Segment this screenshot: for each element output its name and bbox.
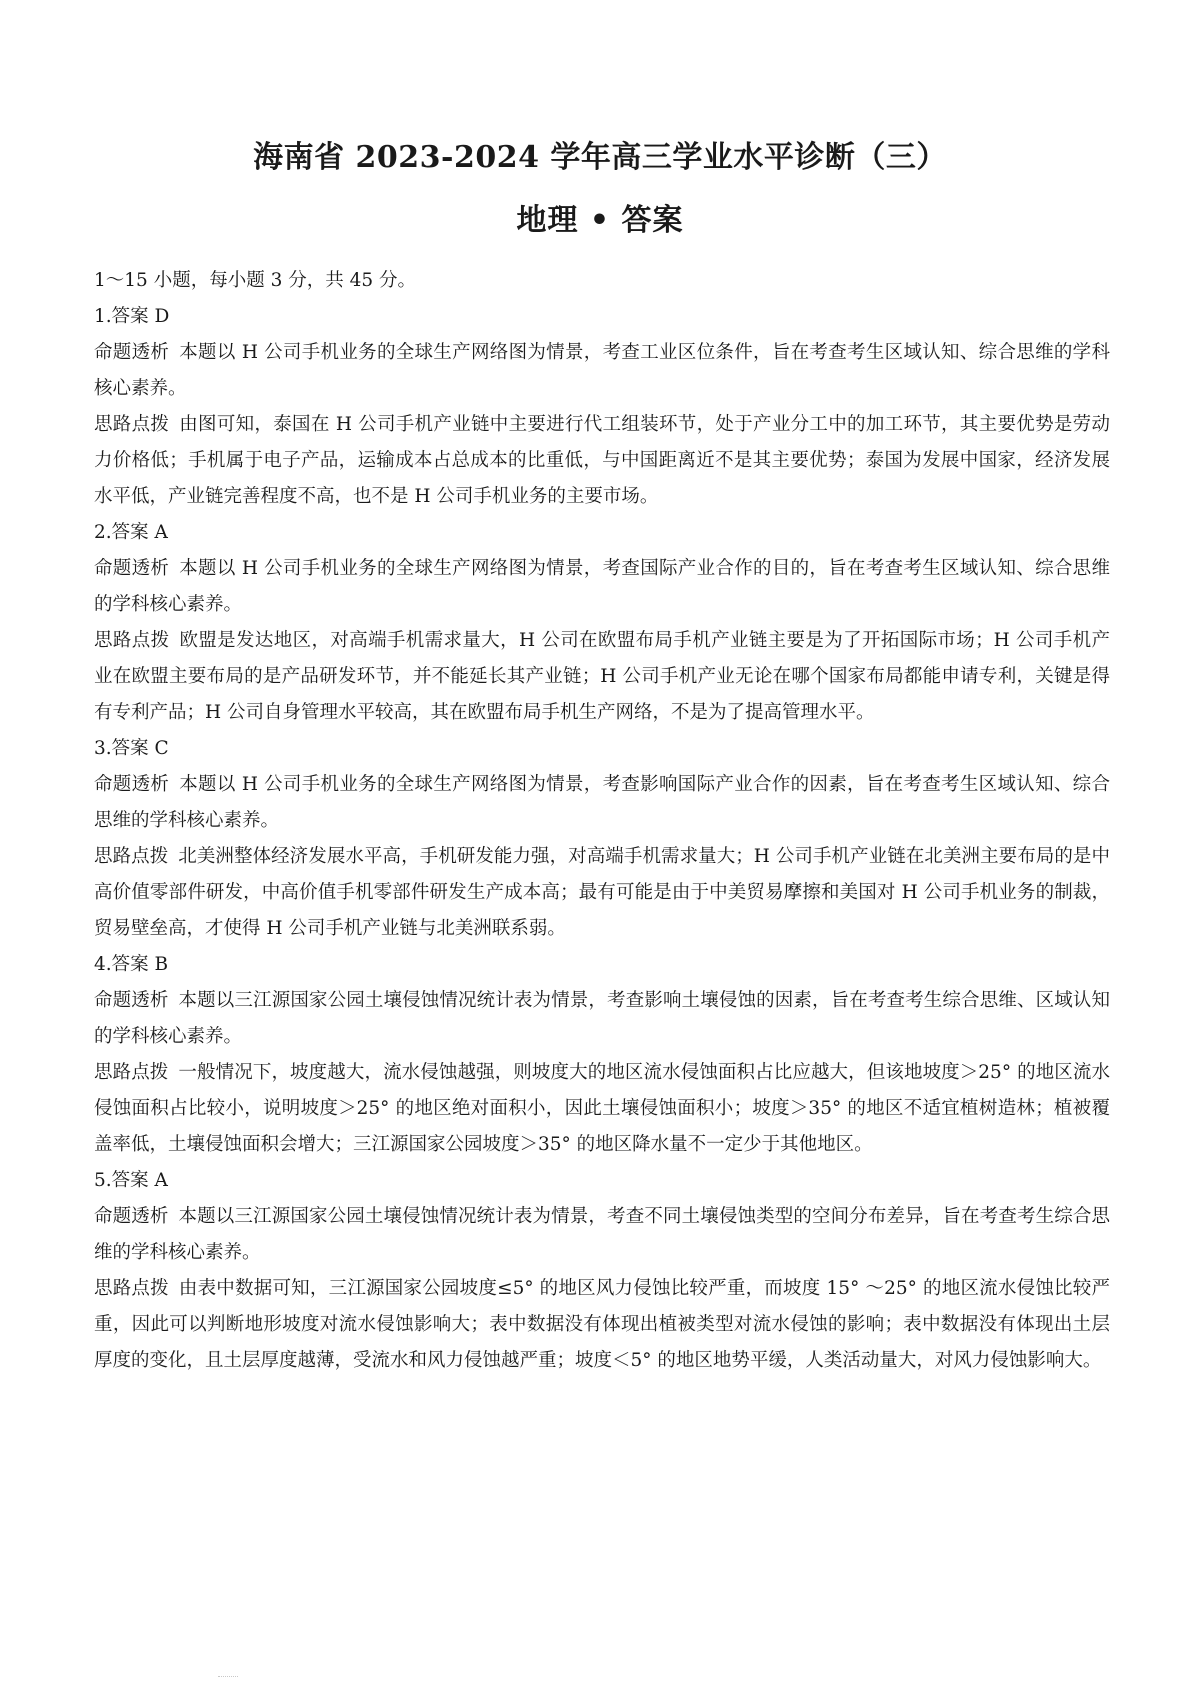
- answer-line: 4.答案 B: [94, 954, 169, 975]
- page-subtitle: 地理 • 答案: [516, 203, 684, 238]
- answer-content: [94, 263, 1110, 1379]
- hint-paragraph: [94, 1271, 1110, 1379]
- hint-label: 思路点拨: [94, 846, 169, 867]
- analysis-label: 命题透析: [94, 342, 170, 363]
- hint-paragraph: [94, 1055, 1110, 1163]
- hint-text: 一般情况下，坡度越大，流水侵蚀越强，则坡度大的地区流水侵蚀面积占比应越大，但该地坡度＞25° 的地区流水侵蚀面积占比较小，说明坡度＞25° 的地区绝对面积小，因此土壤侵蚀面积小；坡度＞35° 的地区不适宜植树造林；植被覆盖率低，土壤侵蚀面积会增大；三江源国家公园坡度＞35° 的地区降水量不一定少于其他地区。: [94, 1062, 1110, 1155]
- analysis-paragraph: [94, 1199, 1110, 1271]
- answer-line: 2.答案 A: [94, 522, 168, 543]
- analysis-label: 命题透析: [94, 990, 169, 1011]
- analysis-text: 本题以 H 公司手机业务的全球生产网络图为情景，考查影响国际产业合作的因素，旨在考查考生区域认知、综合思维的学科核心素养。: [94, 774, 1110, 831]
- analysis-label: 命题透析: [94, 1206, 169, 1227]
- analysis-paragraph: [94, 767, 1110, 839]
- hint-paragraph: [94, 839, 1110, 947]
- page-title: 海南省 2023-2024 学年高三学业水平诊断（三）: [253, 140, 947, 175]
- analysis-text: 本题以 H 公司手机业务的全球生产网络图为情景，考查工业区位条件，旨在考查考生区域认知、综合思维的学科核心素养。: [94, 342, 1110, 399]
- hint-text: 欧盟是发达地区，对高端手机需求量大，H 公司在欧盟布局手机产业链主要是为了开拓国际市场；H 公司手机产业在欧盟主要布局的是产品研发环节，并不能延长其产业链；H 公司手机产业无论在哪个国家布局都能申请专利，关键是得有专利产品；H 公司自身管理水平较高，其在欧盟布局手机生产网络，不是为了提高管理水平。: [94, 630, 1110, 723]
- analysis-paragraph: [94, 983, 1110, 1055]
- footer-dotted-mark: [218, 1676, 238, 1681]
- hint-paragraph: [94, 623, 1110, 731]
- hint-label: 思路点拨: [94, 630, 170, 651]
- analysis-text: 本题以 H 公司手机业务的全球生产网络图为情景，考查国际产业合作的目的，旨在考查考生区域认知、综合思维的学科核心素养。: [94, 558, 1110, 615]
- hint-label: 思路点拨: [94, 1278, 169, 1299]
- analysis-paragraph: [94, 335, 1110, 407]
- answer-line: 5.答案 A: [94, 1170, 168, 1191]
- answer-line: 1.答案 D: [94, 306, 170, 327]
- answer-line: 3.答案 C: [94, 738, 169, 759]
- scoring-intro: 1～15 小题，每小题 3 分，共 45 分。: [94, 270, 417, 291]
- hint-label: 思路点拨: [94, 414, 170, 435]
- analysis-text: 本题以三江源国家公园土壤侵蚀情况统计表为情景，考查不同土壤侵蚀类型的空间分布差异，旨在考查考生综合思维的学科核心素养。: [94, 1206, 1110, 1263]
- hint-text: 由图可知，泰国在 H 公司手机产业链中主要进行代工组装环节，处于产业分工中的加工环节，其主要优势是劳动力价格低；手机属于电子产品，运输成本占总成本的比重低，与中国距离近不是其主要优势；泰国为发展中国家，经济发展水平低，产业链完善程度不高，也不是 H 公司手机业务的主要市场。: [94, 414, 1110, 507]
- analysis-label: 命题透析: [94, 774, 170, 795]
- hint-paragraph: [94, 407, 1110, 515]
- analysis-text: 本题以三江源国家公园土壤侵蚀情况统计表为情景，考查影响土壤侵蚀的因素，旨在考查考生综合思维、区域认知的学科核心素养。: [94, 990, 1110, 1047]
- analysis-paragraph: [94, 551, 1110, 623]
- analysis-label: 命题透析: [94, 558, 170, 579]
- hint-label: 思路点拨: [94, 1062, 169, 1083]
- hint-text: 由表中数据可知，三江源国家公园坡度≤5° 的地区风力侵蚀比较严重，而坡度 15° ～25° 的地区流水侵蚀比较严重，因此可以判断地形坡度对流水侵蚀影响大；表中数据没有体现出植被类型对流水侵蚀的影响；表中数据没有体现出土层厚度的变化，且土层厚度越薄，受流水和风力侵蚀越严重；坡度＜5° 的地区地势平缓，人类活动量大，对风力侵蚀影响大。: [94, 1278, 1110, 1371]
- hint-text: 北美洲整体经济发展水平高，手机研发能力强，对高端手机需求量大；H 公司手机产业链在北美洲主要布局的是中高价值零部件研发，中高价值手机零部件研发生产成本高；最有可能是由于中美贸易摩擦和美国对 H 公司手机业务的制裁，贸易壁垒高，才使得 H 公司手机产业链与北美洲联系弱。: [94, 846, 1110, 939]
